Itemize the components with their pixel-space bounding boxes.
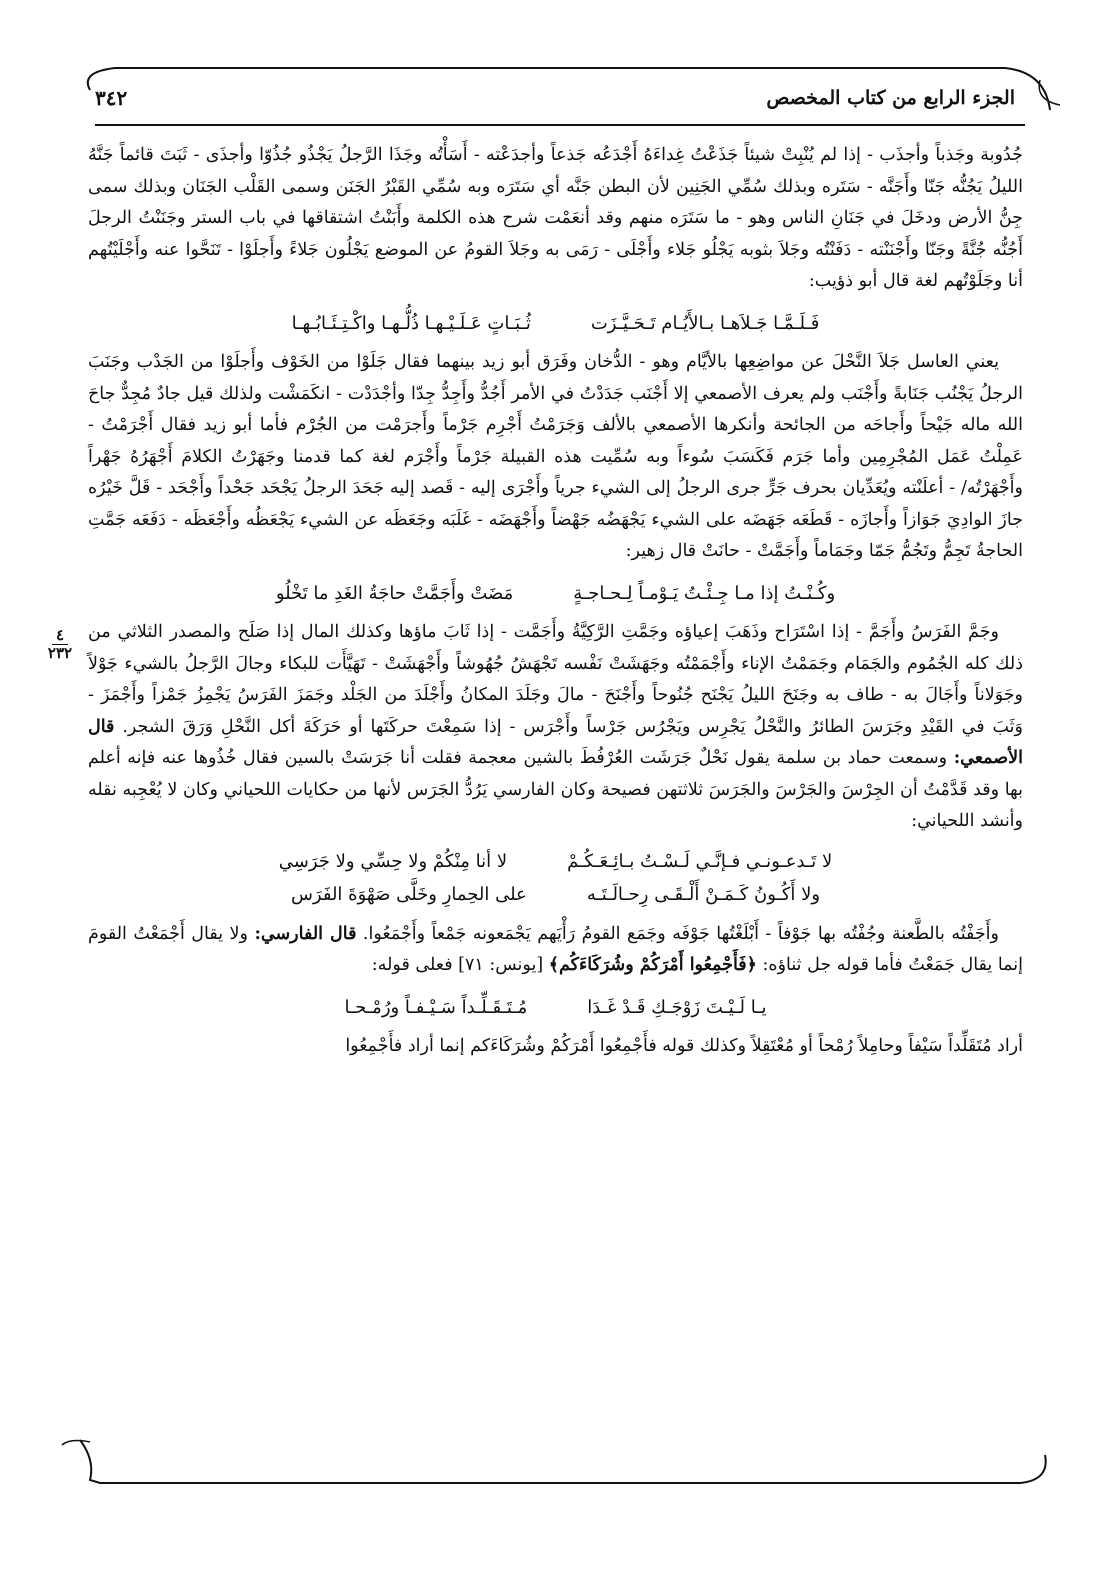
paragraph-4 <box>88 919 1023 982</box>
citation-label-farisi: قال الفارسي: <box>254 923 357 944</box>
verse-second-hemistich: على الحِمارِ وخَلَّى صَهْوَةَ الفَرَس <box>290 884 527 905</box>
verse-line <box>88 846 1023 878</box>
paragraph-5: أراد مُتَقَلِّداً سَيْفاً وحامِلاً رُمْحاً أو مُعْتَقِلاً وكذلك قوله فأَجْمِعُوا أَمْرَكُمْ وشُرَكَاءَكم إنما أراد فأَجْمِعُوا <box>345 1036 1023 1056</box>
paragraph-4-text-c: [يونس: ٧١] فعلى قوله: <box>371 955 544 975</box>
verse-first-hemistich: فَـلَـمَّـا جَـلاَهـا بـالأَيُـام تَـحَـيَّـزَت <box>590 312 820 334</box>
paragraph-2: يعني العاسل جَلاَ النَّحْلَ عن مواضِعِها بالأيَّام وهو - الدُّخان وفَرَق أبو زيد بينهما فقال جَلَوْا من الخَوْف وأَجلَوْا من الجَدْب وجَنَبَ الرجلُ يَجْنُب جَنَابةً وأَجْنَب ولم يعرف الأصمعي إلا أَجْنَب جَدَدْتُ في الأمر أَجُدُّ وأَجِدُّ جِدّا وأجْدَدْت - انكَمَشْت ولذلك قيل جادٌ مُجِدٌّ جاحَ الله ماله جَيْحاً وأَجاحَه من الجائحة وأنكرها الأصمعي بالألف وَجَرَمْتُ أَجْرِم جَرْماً وأَجرَمْت من الجُرْم فأما أبو زيد فقال أَجْرَمْتُ - عَمِلْتُ عَمَل المُجْرِمِين وأما جَرَم فَكَسَبَ سُوءاً وبه سُمِّيت هذه القبيلة جَرْماً وأَجْرَم لغة كما قدمنا وجَهَرْتُ الكلامَ أَجْهَرُهُ جَهْراً وأَجْهَرْتُه/ - أعلَنْته ويُعَدِّيان بحرف جَرٍّ جرى الرجلُ إلى الشيء جرياً وأَجْرَى إليه - قَصد إليه جَحَدَ الرجلُ يَجْحَد جَحْداً وأَجْحَد - قَلَّ خَيْرُه جازَ الوادِيَ جَوَازاً وأَجازَه - قَطَعَه جَهَضَه على الشيء يَجْهَضُه جَهْضاً وأَجْهَضَه - غَلَبَه وجَعَظَه عن الشيء يَجْعَظُه وأَجْعَظَه - دَفَعَه جَمَّتِ الحاجةُ تَجِمُّ وتَجُمُّ جَمّا وجَمَاماً وأَجَمَّتْ - حانَتْ قال زهير: <box>88 352 1023 561</box>
verse-second-hemistich: لا أنا مِنْكُمْ ولا حِسِّي ولا جَرَسِي <box>278 850 508 872</box>
paragraph-3-text-a: وجَمَّ الفَرَسُ وأَجَمَّ - إذا اسْتَرَاح وذَهَبَ إعياؤه وجَمَّتِ الرَّكِيَّةُ وأَجَمَّت - إذا ثَابَ ماؤها وكذلك المال إذا صَلَح والمصدر الثلاثي من ذلك كله الجُمُوم والجَمَام وجَمَمْتُ الإناء وأَجْمَمْتُه وجَهَشَتْ نَفْسه تَجْهَشُ جُهُوشاً وأَجْهَشَتْ - تَهَيَّأَت للبكاء وجالَ الرَّجلُ بالشيء جَوْلاً وجَوَلاناً وأَجَالَ به - طاف به وجَنَحَ الليلُ يَجْنَح جُنُوحاً وأَجْنَحَ - مالَ وجَلَدَ المكانُ وأَجْلَدَ من الجَلْد وجَمَزَ الفَرَسُ يَجْمِزُ جَمْزاً وأَجْمَزَ - وَثَبَ في القَيْدِ وجَرَسَ الطائرُ والنَّحْلُ يَجْرِس ويَجْرُس جَرْساً وأَجْرَس - إذا سَمِعْتَ حركَتَها أو حَرَكَةَ أكل النَّحْلِ وَرَقَ الشجر. <box>88 622 1023 737</box>
verse-first-hemistich: لا تَـدعـونـي فـإنَّـي لَـسْـتُ بـائِـعَـكُـمْ <box>567 850 833 872</box>
paragraph-4-text-b: ولا يقال أَجْمَعْتُ القومَ إنما يقال جَمَعْتُ فأما قوله جل ثناؤه: <box>88 923 1023 975</box>
paragraph-3-text-b: وسمعت حماد بن سلمة يقول نَحْلٌ جَرَشَت العُرْفُطَ بالشين معجمة فقلت أنا جَرَسَتْ بالسين فقال خُذُوها عنه فإنه أعلم بها وقد قَدَّمْتُ أن الجِرْسَ والجَرْسَ والجَرَسَ ثلاثتهن فصيحة وكان الفارسي يَرُدُّ الجَرَس لأنها من حكايات اللحياني وكان لا يُعْجِبه نقله وأنشد اللحياني: <box>88 748 1023 831</box>
verse-first-hemistich: يـا لَـيْـتَ زَوْجَـكِ قَـدْ غَـدَا <box>587 996 767 1018</box>
header-rule <box>95 124 1025 126</box>
paragraph-4-text-a: وأَجَفْتُه بالطَّعنة وجُفْتُه بها جَوْفاً - أَبْلَغْتُها جَوْفَه وجَمَع القومُ رَأْيَهم يَجْمَعونه جَمْعاً وأَجْمَعُوا. <box>362 923 999 944</box>
verse-line <box>88 578 1023 610</box>
verse-second-hemistich: مُـتَـقَـلِّـداً سَـيْـفـاً ورُمْـحـا <box>344 996 528 1018</box>
verse-line <box>88 308 1023 340</box>
page-number: ٣٤٢ <box>95 86 128 110</box>
margin-numerator: ٤ <box>52 627 68 645</box>
book-title: الجزء الرابع من كتاب المخصص <box>766 87 1015 109</box>
margin-denominator: ٢٣٢ <box>47 644 73 662</box>
page-header <box>95 78 1015 118</box>
verse-line <box>88 879 1023 911</box>
paragraph-1: جُدُوبة وجَذباً وأجذَب - إذا لم يُنْبِتْ شيئاً جَذَعْتُ غِداءَهُ أَجْدَعُه جَذعاً وأجدَعْته - أَسَأْتُه وجَذَا الرَّجلُ يَجْذُو جُذُوّا وأجذَى - ثَبَتَ قائماً جَنَّهُ الليلُ يَجُنُّه جَنّا وأَجَنَّه - سَتَره وبذلك سُمِّي الجَنِين لأن البطن جَنَّه أي سَتَرَه وبه سُمِّي القَبْرُ الجَنَن وسمى القَلْب الجَنَان وبذلك سمى جِنُّ الأرض ودخَلَ في جَنَانِ الناس وهو - ما سَتَرَه منهم وقد أنعَمْت شرح هذه الكلمة وأَبَنْتُ اشتقاقها في باب الستر وجَنَنْتُ الرجلَ أَجُنُّه جُنَّةً وجَنّا وأَجْنَنْته - دَفَنْتُه وجَلاَ بثوبه يَجْلُو جَلاء وأَجْلَى - رَمَى به وجَلاَ القومُ عن الموضع يَجْلُون جَلاءً وأَجلَوْا - تَنَحَّوا عنه وأَجْلَيْتُهم أنا وجَلَوْتُهم لغة قال أبو ذؤيب: <box>88 145 1023 291</box>
verse-block <box>88 846 1023 911</box>
verse-line <box>88 992 1023 1024</box>
verse-second-hemistich: ثُـبَـاتٍ عَـلَـيْـهـا ذُلُّـهـا واكْـتِـئَـابُـهـا <box>291 312 531 334</box>
verse-first-hemistich: ولا أَكُـونُ كَـمَـنْ أَلْـقَـى رِحـالَـتَـه <box>586 884 821 905</box>
verse-second-hemistich: مَضَتْ وأَجَمَّتْ حاجَةُ الغَدِ ما تَخْلُو <box>275 582 514 604</box>
quran-quote: ﴿فَأَجْمِعُوا أَمْرَكُمْ وشُرَكَاءَكُم﴾ <box>548 955 757 975</box>
margin-page-reference <box>42 627 78 662</box>
paragraph-3 <box>88 617 1023 838</box>
verse-first-hemistich: وكُـنْـتُ إذا مـا جِـئْـتُ يَـوْمـاً لِـحـاجـةٍ <box>573 582 836 604</box>
page-body <box>88 140 1023 1063</box>
citation-label-asmai: قال الأصمعي: <box>88 716 1023 768</box>
